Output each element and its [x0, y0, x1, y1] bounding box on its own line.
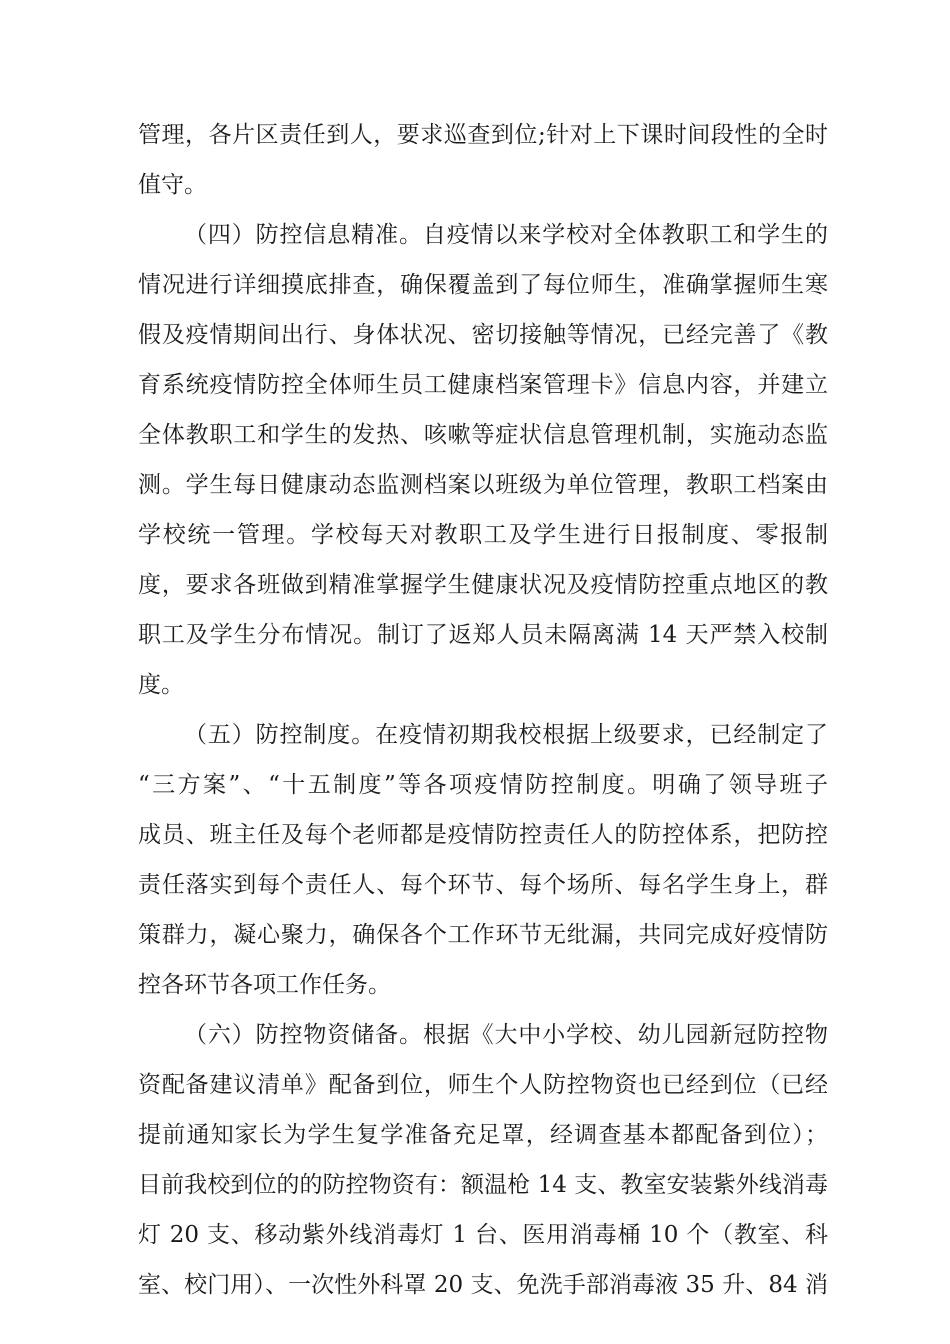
- paragraph-supplies-reserve: [138, 1010, 828, 1310]
- text-line: 值守。: [138, 172, 207, 198]
- text-line: 提前通知家长为学生复学准备充足罩，经调查基本都配备到位）；: [138, 1122, 828, 1148]
- text-line: （五）防控制度。在疫情初期我校根据上级要求，已经制定了: [184, 722, 828, 748]
- paragraph-continuation: [138, 110, 828, 210]
- text-line: “三方案”、“十五制度”等各项疫情防控制度。明确了领导班子: [138, 772, 828, 798]
- text-line: 育系统疫情防控全体师生员工健康档案管理卡》信息内容，并建立: [138, 372, 828, 398]
- text-line: 职工及学生分布情况。制订了返郑人员未隔离满 14 天严禁入校制: [138, 622, 828, 648]
- text-line: 管理，各片区责任到人，要求巡查到位;针对上下课时间段性的全时: [138, 122, 828, 148]
- text-line: 学校统一管理。学校每天对教职工及学生进行日报制度、零报制: [138, 522, 828, 548]
- paragraph-control-system: [138, 710, 828, 1010]
- text-line: 资配备建议清单》配备到位，师生个人防控物资也已经到位（已经: [138, 1072, 828, 1098]
- paragraph-info-accuracy: [138, 210, 828, 710]
- document-page: [138, 110, 828, 1310]
- text-line: 全体教职工和学生的发热、咳嗽等症状信息管理机制，实施动态监: [138, 422, 828, 448]
- text-line: 情况进行详细摸底排查，确保覆盖到了每位师生，准确掌握师生寒: [138, 272, 828, 298]
- text-line: 测。学生每日健康动态监测档案以班级为单位管理，教职工档案由: [138, 472, 828, 498]
- text-line: 灯 20 支、移动紫外线消毒灯 1 台、医用消毒桶 10 个（教室、科: [138, 1222, 828, 1248]
- text-line: 假及疫情期间出行、身体状况、密切接触等情况，已经完善了《教: [138, 322, 828, 348]
- text-line: （六）防控物资储备。根据《大中小学校、幼儿园新冠防控物: [184, 1022, 828, 1048]
- text-line: 室、校门用）、一次性外科罩 20 支、免洗手部消毒液 35 升、84 消: [138, 1272, 828, 1298]
- text-line: 目前我校到位的的防控物资有：额温枪 14 支、教室安装紫外线消毒: [138, 1172, 828, 1198]
- text-line: 度。: [138, 672, 184, 698]
- text-line: 成员、班主任及每个老师都是疫情防控责任人的防控体系，把防控: [138, 822, 828, 848]
- text-line: 度，要求各班做到精准掌握学生健康状况及疫情防控重点地区的教: [138, 572, 828, 598]
- text-line: 责任落实到每个责任人、每个环节、每个场所、每名学生身上，群: [138, 872, 828, 898]
- text-line: 控各环节各项工作任务。: [138, 972, 391, 998]
- text-line: 策群力，凝心聚力，确保各个工作环节无纰漏，共同完成好疫情防: [138, 922, 828, 948]
- text-line: （四）防控信息精准。自疫情以来学校对全体教职工和学生的: [184, 222, 828, 248]
